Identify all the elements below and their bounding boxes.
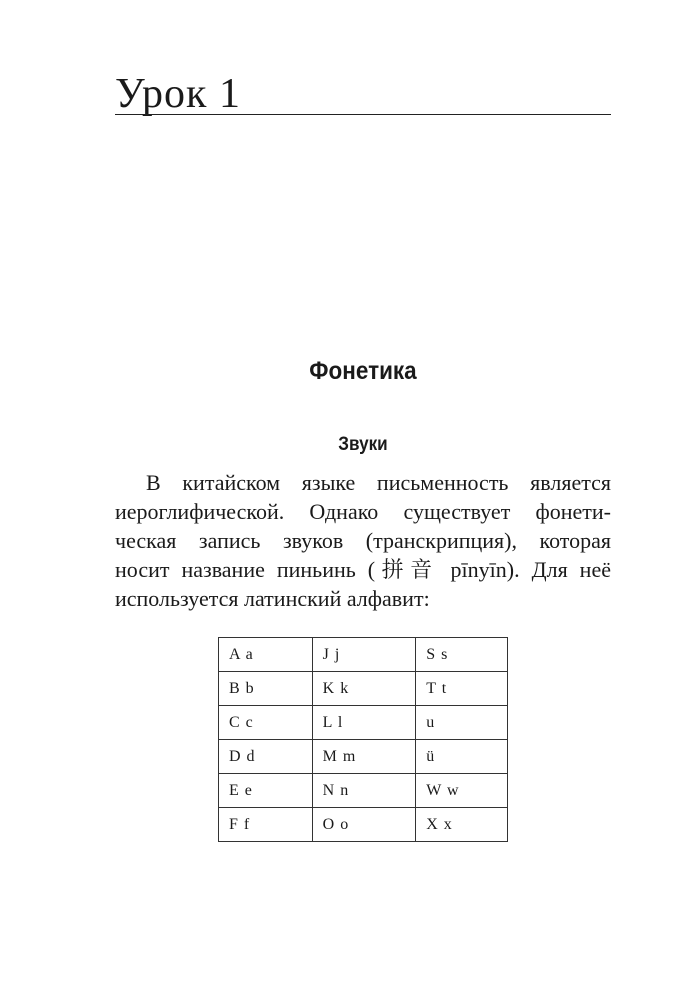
table-cell: E e (219, 774, 313, 808)
table-cell: O o (312, 808, 416, 842)
lesson-title: Урок 1 (115, 71, 241, 117)
paragraph-line: В китайском языке письменность является (146, 470, 611, 495)
table-cell: W w (416, 774, 508, 808)
table-cell: C c (219, 706, 313, 740)
table-row (219, 774, 508, 808)
table-cell: S s (416, 638, 508, 672)
table-row (219, 638, 508, 672)
table-cell: D d (219, 740, 313, 774)
table-cell: ü (416, 740, 508, 774)
table-cell: K k (312, 672, 416, 706)
alphabet-table (218, 637, 508, 842)
section-heading: Фонетика (309, 357, 417, 385)
table-cell: X x (416, 808, 508, 842)
table-row (219, 706, 508, 740)
paragraph-line: носит название пиньинь (拼音 pīnyīn). Для неё (115, 557, 611, 582)
table-row (219, 740, 508, 774)
table-cell: L l (312, 706, 416, 740)
paragraph-line: используется латинский алфавит: (115, 586, 430, 611)
table-cell: B b (219, 672, 313, 706)
table-cell: F f (219, 808, 313, 842)
table-cell: T t (416, 672, 508, 706)
paragraph-line: ческая запись звуков (транскрипция), которая (115, 528, 611, 553)
intro-paragraph (115, 468, 611, 613)
table-cell: N n (312, 774, 416, 808)
title-divider (115, 114, 611, 115)
table-row (219, 672, 508, 706)
table-cell: M m (312, 740, 416, 774)
table-cell: A a (219, 638, 313, 672)
paragraph-line: иероглифической. Однако существует фонети- (115, 499, 611, 524)
table-cell: u (416, 706, 508, 740)
table-cell: J j (312, 638, 416, 672)
sub-heading: Звуки (338, 434, 388, 455)
table-row (219, 808, 508, 842)
